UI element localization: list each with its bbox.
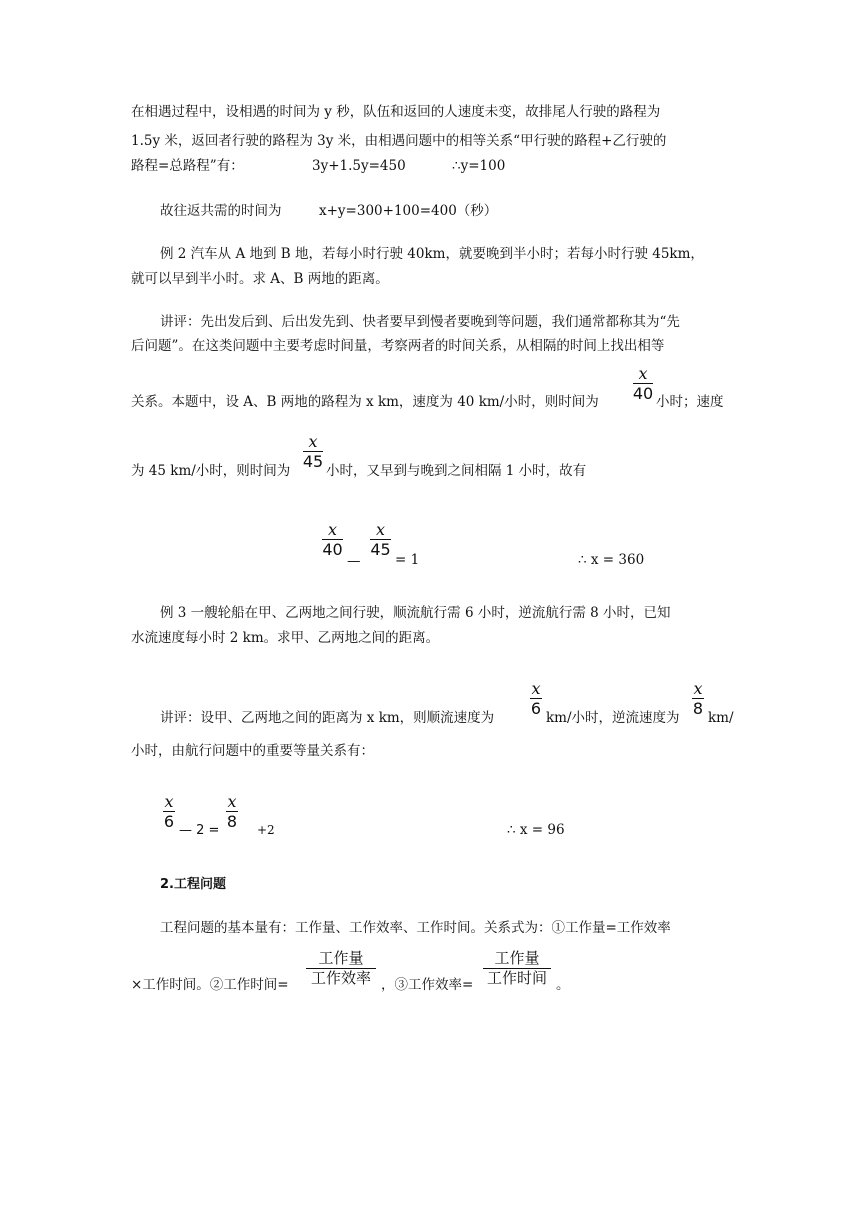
equation: = 1 — [395, 552, 420, 568]
fraction-denominator: 工作效率 — [310, 969, 371, 987]
fraction-denominator: 40 — [322, 540, 343, 559]
comment-line: 小时；速度 — [656, 394, 724, 410]
fraction — [305, 949, 377, 988]
equation: x+y=300+100=400（秒） — [319, 203, 498, 219]
fraction — [691, 680, 705, 719]
fraction-numerator: 工作量 — [494, 949, 540, 967]
engineering-line: 工程问题的基本量有：工作量、工作效率、工作时间。关系式为：①工作量=工作效率 — [160, 920, 671, 936]
fraction-numerator: x — [375, 520, 386, 539]
comment-line: 小时，又早到与晚到之间相隔 1 小时，故有 — [326, 463, 587, 479]
comment-line: 讲评：设甲、乙两地之间的距离为 x km，则顺流速度为 — [160, 710, 495, 726]
comment-line: 后问题”。在这类问题中主要考虑时间量，考察两者的时间关系，从相隔的时间上找出相等 — [131, 338, 665, 354]
fraction-denominator: 45 — [370, 540, 391, 559]
equation-result: ∴ x = 96 — [507, 822, 565, 838]
fraction-denominator: 工作时间 — [486, 969, 547, 987]
fraction-denominator: 6 — [530, 699, 542, 718]
equation: +2 — [257, 823, 275, 837]
example-3-line: 例 3 一艘轮船在甲、乙两地之间行驶，顺流航行需 6 小时，逆流航行需 8 小时，已知 — [160, 605, 671, 621]
comment-line: 关系。本题中，设 A、B 两地的路程为 x km，速度为 40 km/小时，则时间为 — [131, 394, 599, 410]
engineering-line: ×工作时间。②工作时间= — [131, 977, 289, 993]
text-line: 1.5y 米，返回者行驶的路程为 3y 米，由相遇问题中的相等关系“甲行驶的路程+乙行驶的 — [131, 133, 667, 149]
engineering-line: ，③工作效率= — [381, 977, 474, 993]
fraction — [321, 521, 344, 560]
equation-result: ∴y=100 — [452, 158, 506, 174]
equation-result: ∴ x = 360 — [578, 552, 645, 568]
comment-line: 小时，由航行问题中的重要等量关系有： — [131, 743, 374, 759]
equation: — 2 = — [179, 823, 220, 838]
fraction-numerator: x — [638, 364, 648, 383]
comment-line: km/ — [708, 710, 734, 726]
fraction-numerator: x — [164, 792, 174, 811]
fraction-numerator: x — [531, 679, 541, 698]
fraction — [302, 433, 324, 472]
text-line: 路程=总路程”有： — [131, 158, 244, 174]
text-line: 在相遇过程中，设相遇的时间为 y 秒，队伍和返回的人速度未变，故排尾人行驶的路程为 — [131, 104, 661, 120]
example-2-line: 就可以早到半小时。求 A、B 两地的距离。 — [131, 271, 389, 287]
fraction-denominator: 8 — [692, 699, 704, 718]
minus-sign: — — [347, 553, 361, 569]
example-3-line: 水流速度每小时 2 km。求甲、乙两地之间的距离。 — [131, 630, 440, 646]
fraction-denominator: 45 — [302, 452, 324, 471]
fraction — [369, 521, 392, 560]
comment-line: 讲评：先出发后到、后出发先到、快者要早到慢者要晚到等问题，我们通常都称其为“先 — [160, 314, 680, 330]
engineering-line: 。 — [556, 977, 570, 993]
fraction-numerator: 工作量 — [318, 949, 364, 967]
text-line: 故往返共需的时间为 — [160, 203, 282, 219]
fraction-numerator: x — [693, 679, 703, 698]
equation: 3y+1.5y=450 — [312, 158, 406, 174]
fraction-numerator: x — [308, 432, 318, 451]
example-2-line: 例 2 汽车从 A 地到 B 地，若每小时行驶 40km，就要晚到半小时；若每小时行驶 45km， — [160, 246, 704, 262]
fraction-denominator: 6 — [163, 812, 175, 831]
fraction — [225, 793, 239, 832]
section-heading: 2.工程问题 — [160, 877, 226, 892]
fraction-numerator: x — [227, 792, 237, 811]
fraction — [162, 793, 176, 832]
fraction — [529, 680, 543, 719]
fraction — [482, 949, 552, 988]
comment-line: 为 45 km/小时，则时间为 — [131, 463, 291, 479]
fraction — [632, 365, 654, 404]
comment-line: km/小时，逆流速度为 — [546, 710, 680, 726]
fraction-denominator: 40 — [632, 384, 654, 403]
fraction-denominator: 8 — [226, 812, 238, 831]
fraction-numerator: x — [327, 520, 338, 539]
